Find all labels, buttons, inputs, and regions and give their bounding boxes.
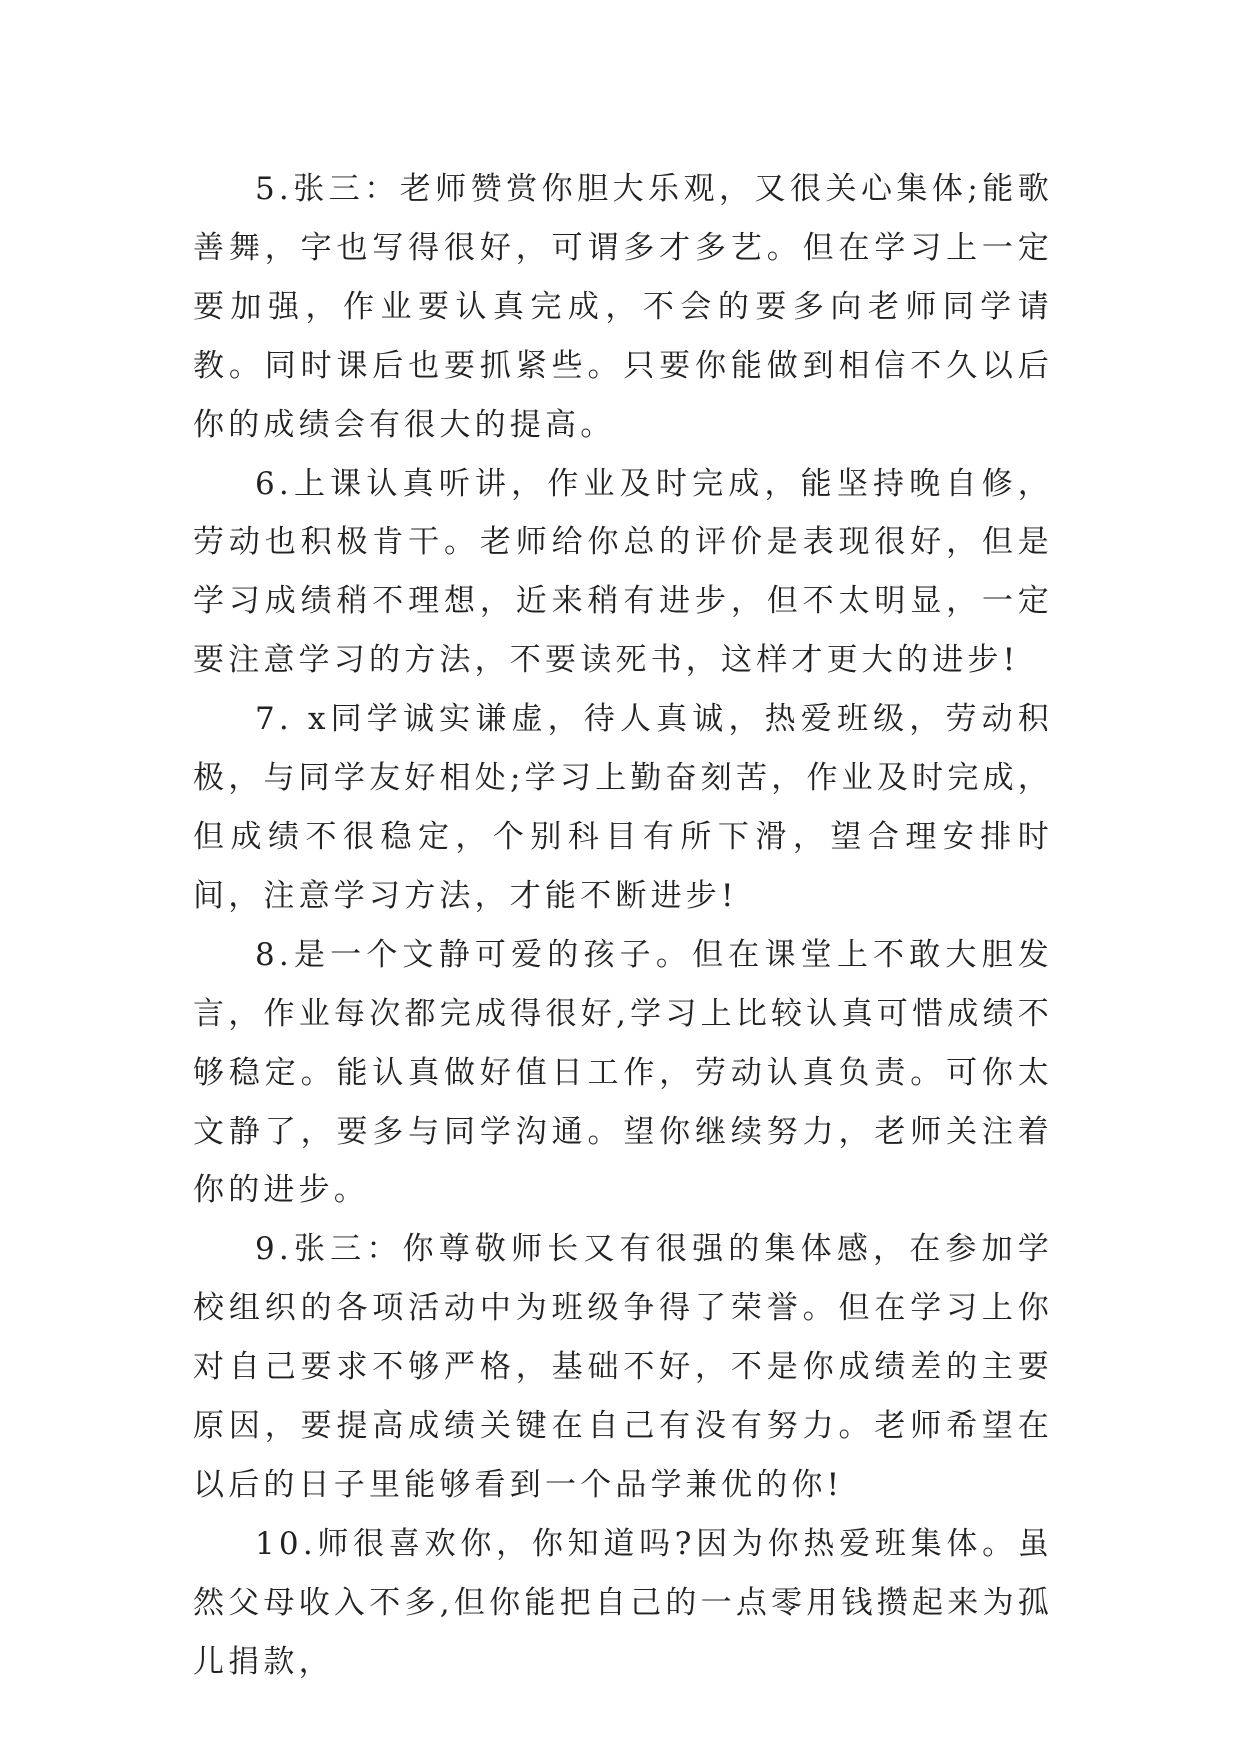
- comment-paragraph-6: 6.上课认真听讲，作业及时完成，能坚持晚自修，劳动也积极肯干。老师给你总的评价是表现很好，但是学习成绩稍不理想，近来稍有进步，但不太明显，一定要注意学习的方法，不要读死书，这样才更大的进步!: [193, 465, 1053, 679]
- comment-paragraph-5: 5.张三：老师赞赏你胆大乐观，又很关心集体;能歌善舞，字也写得很好，可谓多才多艺。但在学习上一定要加强，作业要认真完成，不会的要多向老师同学请教。同时课后也要抓紧些。只要你能做到相信不久以后你的成绩会有很大的提高。: [193, 171, 1053, 443]
- document-body: [193, 160, 1053, 1692]
- comment-paragraph-10: 10.师很喜欢你，你知道吗?因为你热爱班集体。虽然父母收入不多,但你能把自己的一点零用钱攒起来为孤儿捐款，: [193, 1525, 1053, 1680]
- comment-paragraph-9: 9.张三：你尊敬师长又有很强的集体感，在参加学校组织的各项活动中为班级争得了荣誉。但在学习上你对自己要求不够严格，基础不好，不是你成绩差的主要原因，要提高成绩关键在自己有没有努力。老师希望在以后的日子里能够看到一个品学兼优的你!: [193, 1231, 1053, 1503]
- comment-paragraph-8: 8.是一个文静可爱的孩子。但在课堂上不敢大胆发言，作业每次都完成得很好,学习上比较认真可惜成绩不够稳定。能认真做好值日工作，劳动认真负责。可你太文静了，要多与同学沟通。望你继续努力，老师关注着你的进步。: [193, 936, 1053, 1209]
- comment-paragraph-7: 7. x同学诚实谦虚，待人真诚，热爱班级，劳动积极，与同学友好相处;学习上勤奋刻苦，作业及时完成，但成绩不很稳定，个别科目有所下滑，望合理安排时间，注意学习方法，才能不断进步!: [193, 701, 1053, 914]
